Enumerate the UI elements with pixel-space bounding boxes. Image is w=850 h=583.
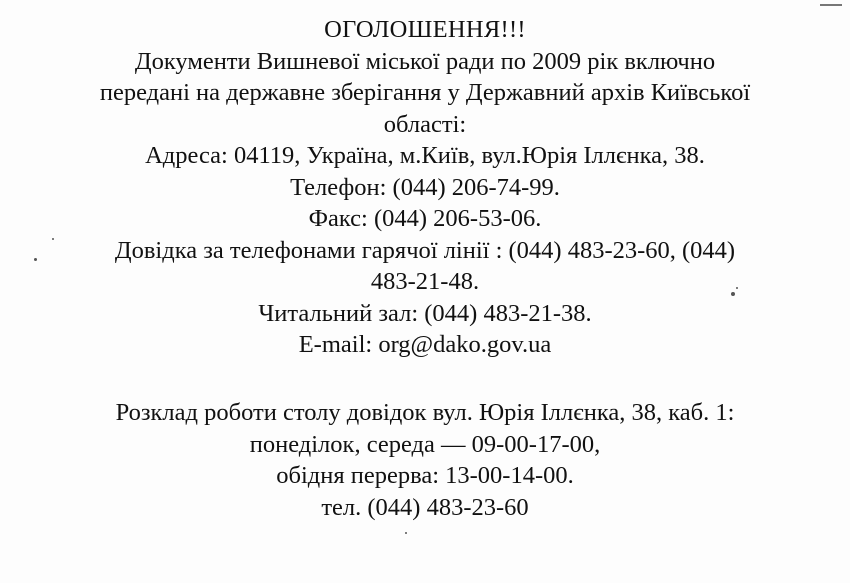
scan-speck <box>736 287 738 289</box>
address-line: Адреса: 04119, Україна, м.Київ, вул.Юрія Іллєнка, 38. <box>145 142 705 169</box>
announcement-title: ОГОЛОШЕННЯ!!! <box>324 16 526 43</box>
scan-speck <box>731 292 735 296</box>
schedule-phone: тел. (044) 483-23-60 <box>321 493 529 521</box>
hotline-line-2: 483-21-48. <box>370 268 480 295</box>
schedule-heading: Розклад роботи столу довідок вул. Юрія Іллєнка, 38, каб. 1: <box>115 399 735 426</box>
scan-speck <box>34 258 37 261</box>
phone-line: Телефон: (044) 206-74-99. <box>290 173 560 201</box>
hotline-line-1: Довідка за телефонами гарячої лінії : (044) 483-23-60, (044) <box>114 236 736 264</box>
reading-room-line: Читальний зал: (044) 483-21-38. <box>258 299 592 327</box>
schedule-lunch: обідня перерва: 13-00-14-00. <box>276 462 574 489</box>
intro-line-3: області: <box>383 110 467 138</box>
schedule-days: понеділок, середа — 09-00-17-00, <box>249 430 601 458</box>
scan-speck <box>52 238 54 240</box>
email-line: E-mail: org@dako.gov.ua <box>298 331 552 358</box>
fax-line: Факс: (044) 206-53-06. <box>308 205 542 232</box>
scan-corner-mark <box>820 4 842 6</box>
intro-line-1: Документи Вишневої міської ради по 2009 рік включно <box>134 47 716 75</box>
intro-line-2: передані на державне зберігання у Державний архів Київської <box>99 79 751 106</box>
schedule-block <box>0 397 850 523</box>
scan-speck <box>405 532 407 534</box>
announcement-block <box>0 14 850 361</box>
